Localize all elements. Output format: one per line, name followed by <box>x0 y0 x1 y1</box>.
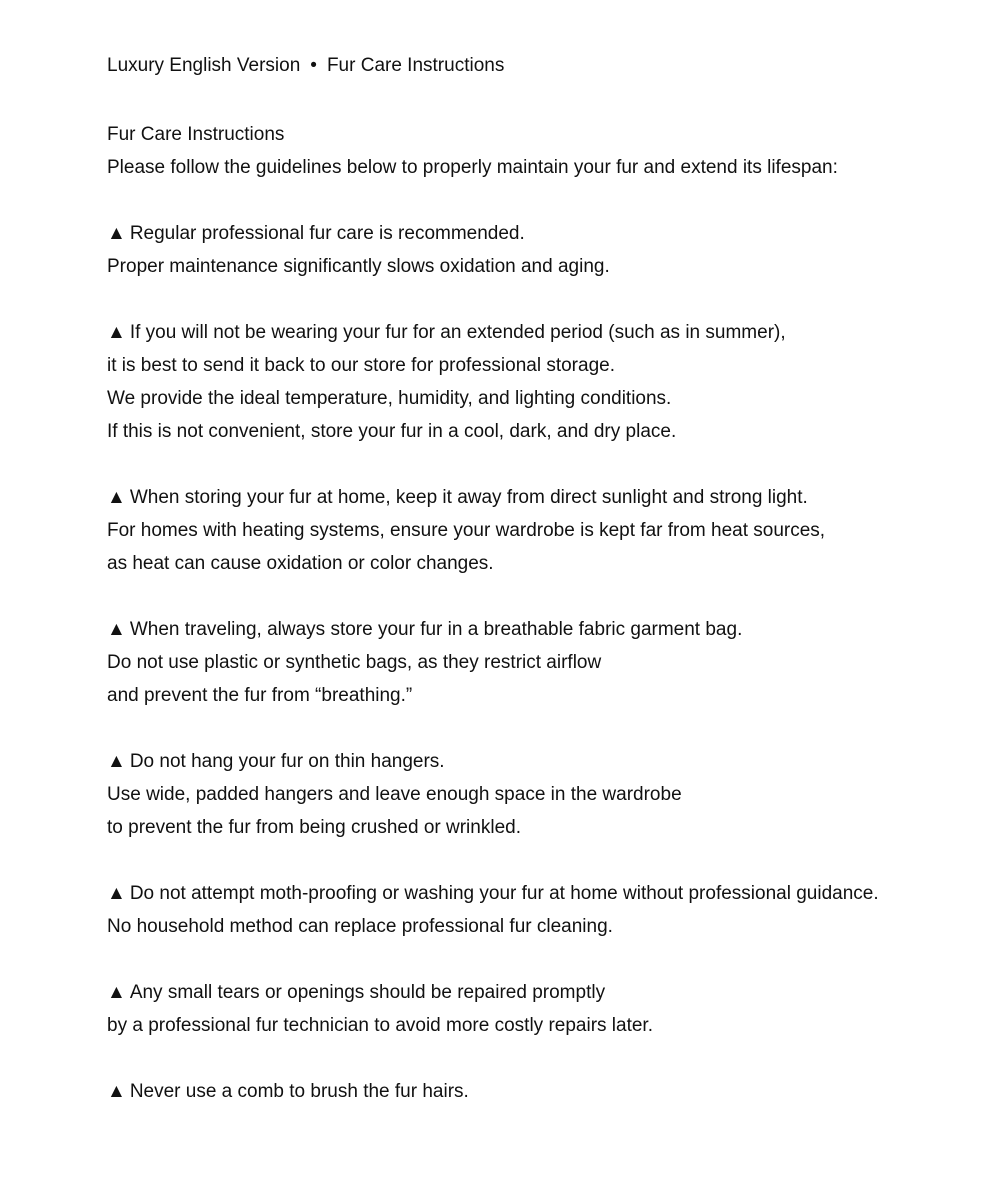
care-instruction-section <box>107 217 967 283</box>
instruction-lead-line <box>107 1075 967 1108</box>
document-header <box>107 52 967 80</box>
instruction-detail-line: For homes with heating systems, ensure your wardrobe is kept far from heat sources, <box>107 520 826 541</box>
care-instruction-section <box>107 745 967 844</box>
instruction-lead-text: Do not attempt moth-proofing or washing your fur at home without professional guidance. <box>129 883 879 904</box>
care-instructions-list <box>107 217 967 1108</box>
instruction-lead-line <box>107 976 967 1009</box>
instruction-lead-line <box>107 481 967 514</box>
care-instruction-section <box>107 316 967 448</box>
header-left-text: Luxury English Version <box>107 55 301 76</box>
instruction-detail-line: and prevent the fur from “breathing.” <box>107 685 413 706</box>
instruction-detail-line: Do not use plastic or synthetic bags, as they restrict airflow <box>107 652 602 673</box>
header-separator: • <box>310 55 317 76</box>
instruction-lead-line <box>107 217 967 250</box>
instruction-lead-line <box>107 877 967 910</box>
intro-title: Fur Care Instructions <box>107 124 285 145</box>
instruction-lead-text: Any small tears or openings should be repaired promptly <box>129 982 606 1003</box>
care-instruction-section <box>107 1075 967 1108</box>
instruction-detail-line: to prevent the fur from being crushed or wrinkled. <box>107 817 521 838</box>
triangle-bullet-icon: ▲ <box>107 982 126 1003</box>
intro-block <box>107 118 967 184</box>
instruction-lead-text: When traveling, always store your fur in a breathable fabric garment bag. <box>129 619 743 640</box>
instruction-detail-line: Use wide, padded hangers and leave enough space in the wardrobe <box>107 784 682 805</box>
instruction-lead-text: Do not hang your fur on thin hangers. <box>129 751 445 772</box>
instruction-detail-line: as heat can cause oxidation or color changes. <box>107 553 494 574</box>
instruction-lead-line <box>107 745 967 778</box>
instruction-detail-line: We provide the ideal temperature, humidity, and lighting conditions. <box>107 388 672 409</box>
instruction-lead-line <box>107 613 967 646</box>
header-right-text: Fur Care Instructions <box>326 55 505 76</box>
document-page <box>107 52 967 1108</box>
instruction-lead-text: Regular professional fur care is recommended. <box>129 223 525 244</box>
instruction-lead-line <box>107 316 967 349</box>
instruction-detail-line: by a professional fur technician to avoid more costly repairs later. <box>107 1015 653 1036</box>
instruction-detail-line: it is best to send it back to our store for professional storage. <box>107 355 615 376</box>
triangle-bullet-icon: ▲ <box>107 619 126 640</box>
intro-text: Please follow the guidelines below to properly maintain your fur and extend its lifespan: <box>107 157 838 178</box>
triangle-bullet-icon: ▲ <box>107 487 126 508</box>
triangle-bullet-icon: ▲ <box>107 1081 126 1102</box>
instruction-detail-line: If this is not convenient, store your fur in a cool, dark, and dry place. <box>107 421 677 442</box>
care-instruction-section <box>107 976 967 1042</box>
triangle-bullet-icon: ▲ <box>107 883 126 904</box>
instruction-lead-text: When storing your fur at home, keep it away from direct sunlight and strong light. <box>129 487 808 508</box>
instruction-lead-text: Never use a comb to brush the fur hairs. <box>129 1081 469 1102</box>
triangle-bullet-icon: ▲ <box>107 751 126 772</box>
triangle-bullet-icon: ▲ <box>107 223 126 244</box>
instruction-detail-line: No household method can replace professional fur cleaning. <box>107 916 613 937</box>
instruction-detail-line: Proper maintenance significantly slows oxidation and aging. <box>107 256 610 277</box>
care-instruction-section <box>107 613 967 712</box>
care-instruction-section <box>107 481 967 580</box>
triangle-bullet-icon: ▲ <box>107 322 126 343</box>
instruction-lead-text: If you will not be wearing your fur for an extended period (such as in summer), <box>129 322 786 343</box>
care-instruction-section <box>107 877 967 943</box>
